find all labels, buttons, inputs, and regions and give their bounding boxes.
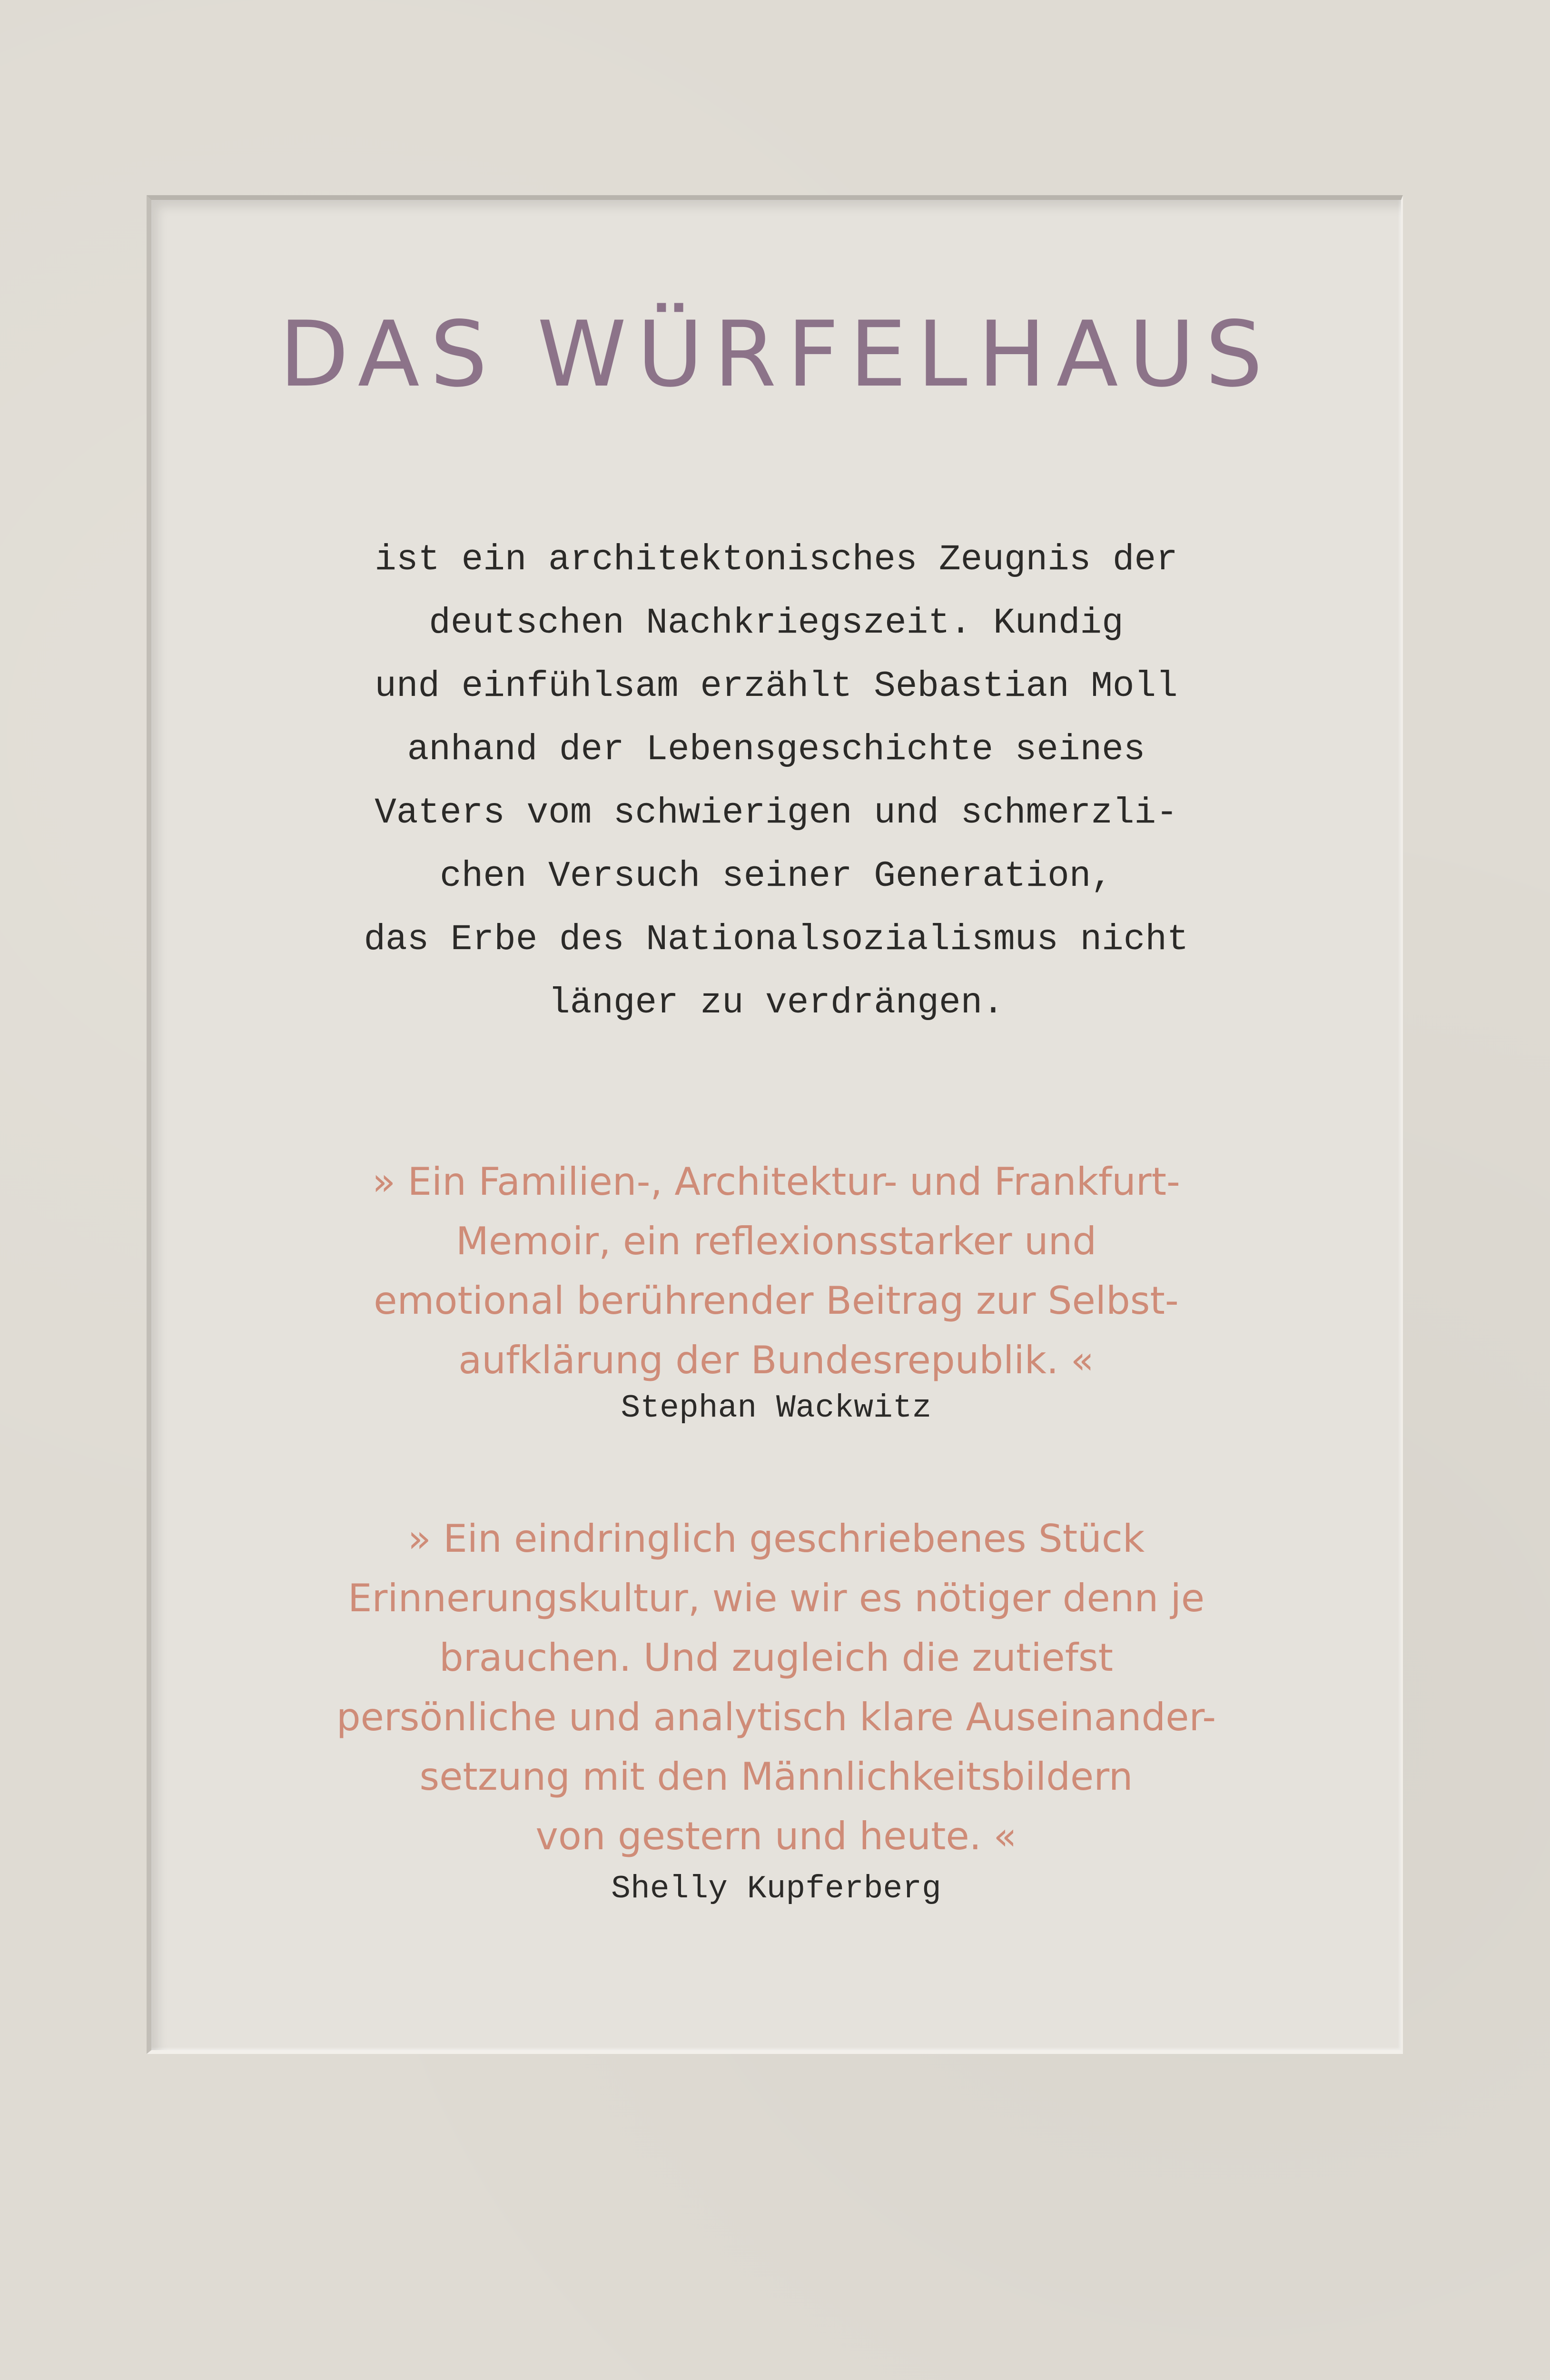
quote-author-kupferberg: Shelly Kupferberg <box>611 1871 941 1907</box>
book-title: DAS WÜRFELHAUS <box>279 302 1274 407</box>
back-cover-panel <box>147 195 1403 2054</box>
quote-line: brauchen. Und zugleich die zutiefst <box>439 1636 1113 1680</box>
blurb-line: anhand der Lebensgeschichte seines <box>407 729 1145 770</box>
blurb-line: chen Versuch seiner Generation, <box>440 856 1113 897</box>
blurb-line: und einfühlsam erzählt Sebastian Moll <box>375 666 1178 707</box>
blurb-line: Vaters vom schwierigen und schmerzli- <box>375 793 1178 833</box>
review-quote-kupferberg <box>247 1509 1306 1866</box>
quote-line: Memoir, ein reflexionsstarker und <box>455 1219 1097 1263</box>
quote-line: von gestern und heute. « <box>535 1814 1017 1858</box>
book-blurb <box>294 528 1258 1035</box>
quote-line: » Ein eindringlich geschriebenes Stück <box>407 1517 1145 1561</box>
blurb-line: ist ein architektonisches Zeugnis der <box>375 539 1178 580</box>
blurb-line: deutschen Nachkriegszeit. Kundig <box>429 603 1124 644</box>
quote-line: setzung mit den Männlichkeitsbildern <box>419 1755 1133 1799</box>
quote-line: aufklärung der Bundesrepublik. « <box>458 1338 1094 1382</box>
quote-line: persönliche und analytisch klare Auseinander- <box>336 1695 1216 1739</box>
quote-line: » Ein Familien-, Architektur- und Frankfurt- <box>372 1160 1180 1204</box>
quote-author-wackwitz: Stephan Wackwitz <box>621 1390 932 1427</box>
quote-line: emotional berührender Beitrag zur Selbst- <box>374 1279 1179 1323</box>
blurb-line: länger zu verdrängen. <box>548 982 1004 1023</box>
blurb-line: das Erbe des Nationalsozialismus nicht <box>364 919 1189 960</box>
review-quote-wackwitz <box>247 1152 1306 1390</box>
quote-line: Erinnerungskultur, wie wir es nötiger denn je <box>347 1576 1205 1620</box>
